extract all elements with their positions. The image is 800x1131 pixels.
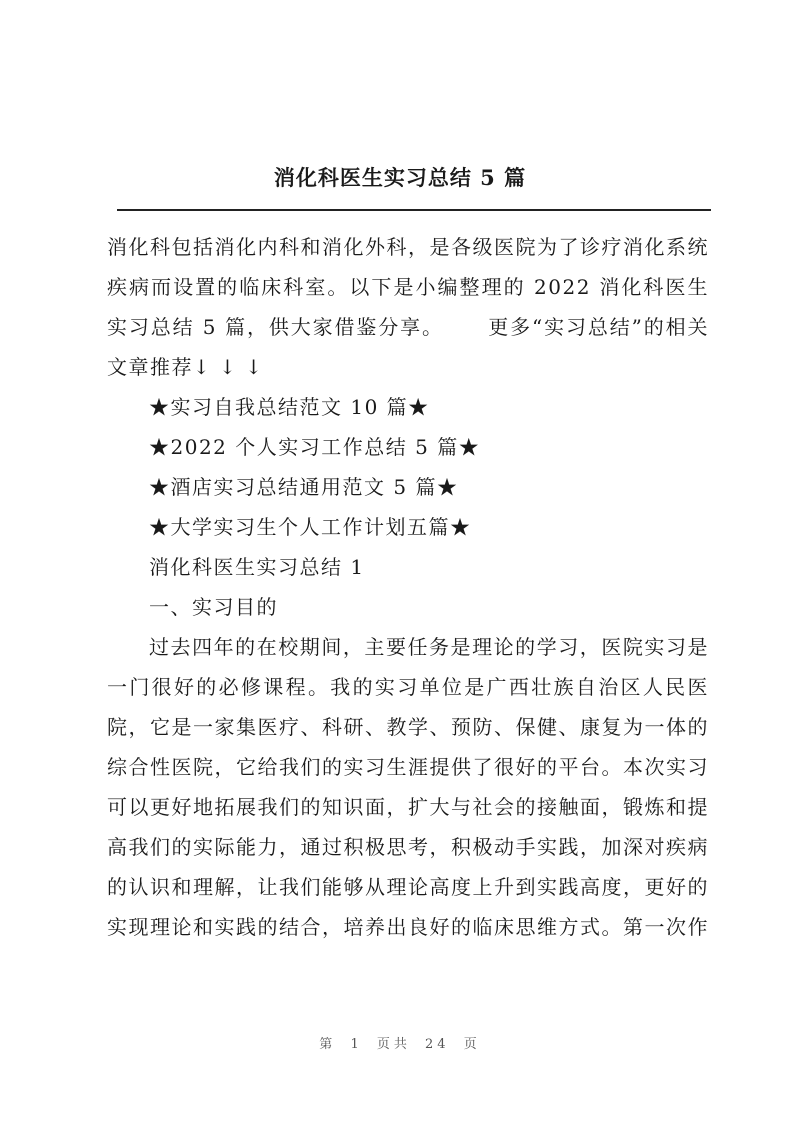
section-heading: 一、实习目的	[149, 595, 278, 619]
related-link-3[interactable]: ★酒店实习总结通用范文 5 篇★	[149, 475, 459, 499]
related-link-4[interactable]: ★大学实习生个人工作计划五篇★	[149, 515, 472, 539]
footer-page-label: 第	[319, 1037, 337, 1052]
intro-paragraph	[107, 227, 709, 387]
footer-page-suffix: 页	[463, 1037, 481, 1052]
footer-total-pages: 24	[425, 1037, 450, 1052]
intro-more-link-text: 更多“实习总结”的相关文章推荐↓ ↓ ↓	[107, 315, 709, 379]
title-divider	[117, 209, 711, 211]
page-footer	[0, 1033, 800, 1052]
related-link-1[interactable]: ★实习自我总结范文 10 篇★	[149, 395, 430, 419]
footer-page-number: 1	[350, 1037, 363, 1052]
footer-page-of: 页共	[376, 1037, 411, 1052]
document-body	[107, 227, 709, 947]
document-title: 消化科医生实习总结 5 篇	[273, 165, 527, 190]
body-paragraph: 过去四年的在校期间，主要任务是理论的学习，医院实习是一门很好的必修课程。我的实习单位是广西壮族自治区人民医院，它是一家集医疗、科研、教学、预防、保健、康复为一体的综合性医院，它给我们的实习生涯提供了很好的平台。本次实习可以更好地拓展我们的知识面，扩大与社会的接触面，锻炼和提高我们的实际能力，通过积极思考，积极动手实践，加深对疾病的认识和理解，让我们能够从理论高度上升到实践高度，更好的实现理论和实践的结合，培养出良好的临床思维方式。第一次作	[107, 635, 709, 939]
intro-text: 消化科包括消化内科和消化外科，是各级医院为了诊疗消化系统疾病而设置的临床科室。以下是小编整理的 2022 消化科医生实习总结 5 篇，供大家借鉴分享。	[107, 235, 709, 339]
section-title: 消化科医生实习总结 1	[149, 555, 365, 579]
related-link-2[interactable]: ★2022 个人实习工作总结 5 篇★	[149, 435, 481, 459]
